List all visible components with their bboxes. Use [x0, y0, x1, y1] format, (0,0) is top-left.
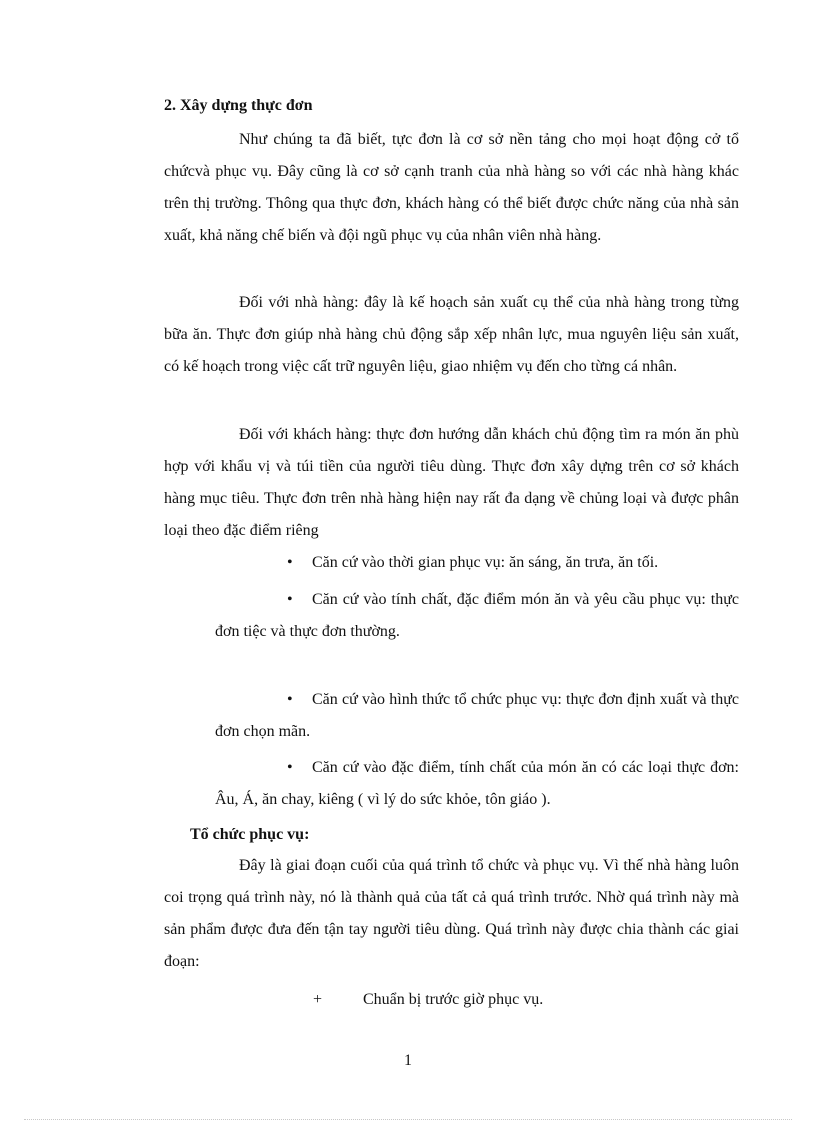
paragraph-customer: Đối với khách hàng: thực đơn hướng dẫn khách chủ động tìm ra món ăn phù hợp với khẩu vị và túi tiền của người tiêu dùng. Thực đơn xây dựng trên cơ sở khách hàng mục tiêu. Thực đơn trên nhà hàng hiện nay rất đa dạng về chủng loại và được phân loại theo đặc điểm riêng	[164, 426, 739, 539]
paragraph-restaurant: Đối với nhà hàng: đây là kế hoạch sản xuất cụ thể của nhà hàng trong từng bữa ăn. Thực đơn giúp nhà hàng chủ động sắp xếp nhân lực, mua nguyên liệu sản xuất, có kế hoạch trong việc cất trữ nguyên liệu, giao nhiệm vụ đến cho từng cá nhân.	[164, 294, 739, 375]
bullet-icon: •	[287, 591, 293, 608]
bullet-icon: •	[287, 554, 293, 571]
bullet-item: Căn cứ vào hình thức tổ chức phục vụ: thực đơn định xuất và thực đơn chọn mãn.	[215, 691, 739, 740]
bullet-icon: •	[287, 759, 293, 776]
bullet-item: Căn cứ vào đặc điểm, tính chất của món ăn có các loại thực đơn: Âu, Á, ăn chay, kiêng ( vì lý do sức khỏe, tôn giáo ).	[215, 759, 739, 808]
page-number: 1	[404, 1052, 412, 1069]
subsection-heading: Tổ chức phục vụ:	[190, 826, 310, 843]
bullet-item: Căn cứ vào tính chất, đặc điểm món ăn và yêu cầu phục vụ: thực đơn tiệc và thực đơn thường.	[215, 591, 739, 640]
footer-divider	[24, 1119, 792, 1120]
bullet-icon: •	[287, 691, 293, 708]
bullet-item: Căn cứ vào thời gian phục vụ: ăn sáng, ăn trưa, ăn tối.	[312, 554, 659, 571]
paragraph-service: Đây là giai đoạn cuối của quá trình tổ chức và phục vụ. Vì thế nhà hàng luôn coi trọng quá trình này, nó là thành quả của tất cả quá trình trước. Nhờ quá trình này mà sản phẩm được đưa đến tận tay người tiêu dùng. Quá trình này được chia thành các giai đoạn:	[164, 857, 739, 970]
plus-icon: +	[313, 991, 323, 1008]
section-heading: 2. Xây dựng thực đơn	[164, 97, 313, 114]
paragraph-intro: Như chúng ta đã biết, tực đơn là cơ sở nền tảng cho mọi hoạt động cở tổ chứcvà phục vụ. Đây cũng là cơ sở cạnh tranh của nhà hàng so với các nhà hàng khác trên thị trường. Thông qua thực đơn, khách hàng có thể biết được chức năng của nhà sản xuất, khả năng chế biến và đội ngũ phục vụ của nhân viên nhà hàng.	[164, 131, 739, 244]
plus-list-item: Chuẩn bị trước giờ phục vụ.	[363, 991, 544, 1008]
